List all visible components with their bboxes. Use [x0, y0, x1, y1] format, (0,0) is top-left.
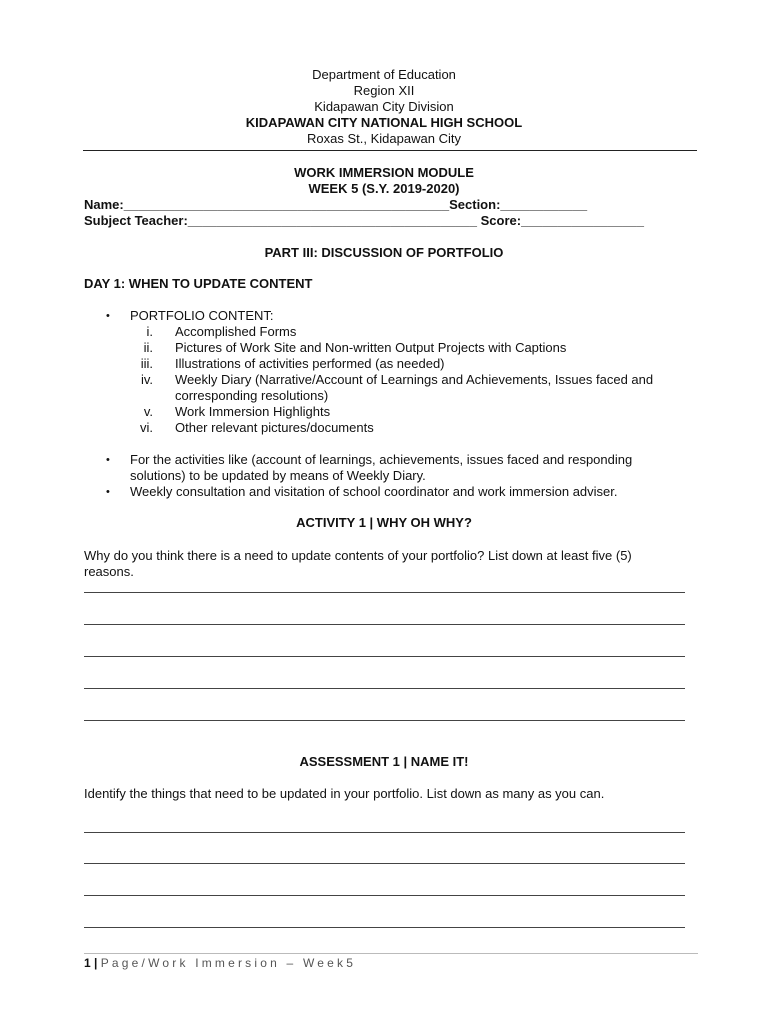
school-name: KIDAPAWAN CITY NATIONAL HIGH SCHOOL — [245, 115, 523, 130]
footer-text: Page/Work Immersion – Week5 — [100, 956, 357, 970]
school-address: Roxas St., Kidapawan City — [307, 131, 461, 146]
answer-line[interactable] — [84, 720, 685, 721]
list-item: Accomplished Forms — [175, 324, 297, 339]
answer-line[interactable] — [84, 895, 685, 896]
section-field[interactable]: ____________ — [500, 197, 588, 212]
bullet-dot: • — [106, 486, 110, 498]
footer-divider — [84, 953, 698, 954]
section-label: Section: — [449, 197, 501, 212]
name-section-row — [84, 197, 587, 212]
module-title: WORK IMMERSION MODULE — [294, 165, 474, 180]
department-name: Department of Education — [312, 67, 456, 82]
list-number: ii. — [143, 340, 153, 355]
activity-question-continuation: reasons. — [84, 564, 134, 579]
answer-line[interactable] — [84, 592, 685, 593]
score-label: Score: — [477, 213, 522, 228]
list-item: Pictures of Work Site and Non-written Output Projects with Captions — [175, 340, 567, 355]
module-week: WEEK 5 (S.Y. 2019-2020) — [308, 181, 460, 196]
list-number: iv. — [140, 372, 153, 387]
name-label: Name: — [84, 197, 124, 212]
part-heading: PART III: DISCUSSION OF PORTFOLIO — [264, 245, 504, 260]
division-name: Kidapawan City Division — [314, 99, 454, 114]
list-number: i. — [146, 324, 153, 339]
activity-question: Why do you think there is a need to update contents of your portfolio? List down at least five (5) — [84, 548, 632, 563]
answer-line[interactable] — [84, 624, 685, 625]
bullet-dot: • — [106, 454, 110, 466]
list-number: v. — [143, 404, 153, 419]
answer-line[interactable] — [84, 863, 685, 864]
region-name: Region XII — [353, 83, 415, 98]
bullet-dot: • — [106, 310, 110, 322]
list-number: iii. — [140, 356, 153, 371]
list-item: Other relevant pictures/documents — [175, 420, 374, 435]
bullet-text: Weekly consultation and visitation of school coordinator and work immersion adviser. — [130, 484, 618, 499]
assessment-title: ASSESSMENT 1 | NAME IT! — [299, 754, 469, 769]
answer-line[interactable] — [84, 832, 685, 833]
portfolio-heading: PORTFOLIO CONTENT: — [130, 308, 274, 323]
assessment-instruction: Identify the things that need to be updated in your portfolio. List down as many as you can. — [84, 786, 605, 801]
teacher-score-row — [84, 213, 644, 228]
day-heading: DAY 1: WHEN TO UPDATE CONTENT — [84, 276, 313, 291]
bullet-text: For the activities like (account of learnings, achievements, issues faced and responding — [130, 452, 633, 467]
header-divider — [83, 150, 697, 151]
teacher-label: Subject Teacher: — [84, 213, 188, 228]
name-field[interactable]: _____________________________________________ — [123, 197, 450, 212]
list-number: vi. — [140, 420, 153, 435]
list-item: Work Immersion Highlights — [175, 404, 331, 419]
answer-line[interactable] — [84, 688, 685, 689]
activity-title: ACTIVITY 1 | WHY OH WHY? — [296, 515, 472, 530]
answer-line[interactable] — [84, 927, 685, 928]
score-field[interactable]: _________________ — [521, 213, 644, 228]
page-number: 1 — [84, 956, 91, 970]
list-item-continuation: corresponding resolutions) — [175, 388, 329, 403]
answer-line[interactable] — [84, 656, 685, 657]
page-footer — [84, 956, 356, 970]
list-item: Weekly Diary (Narrative/Account of Learnings and Achievements, Issues faced and — [175, 372, 654, 387]
list-item: Illustrations of activities performed (as needed) — [175, 356, 445, 371]
footer-separator: | — [90, 956, 101, 970]
bullet-text-continuation: solutions) to be updated by means of Weekly Diary. — [130, 468, 426, 483]
teacher-field[interactable]: ________________________________________ — [187, 213, 477, 228]
